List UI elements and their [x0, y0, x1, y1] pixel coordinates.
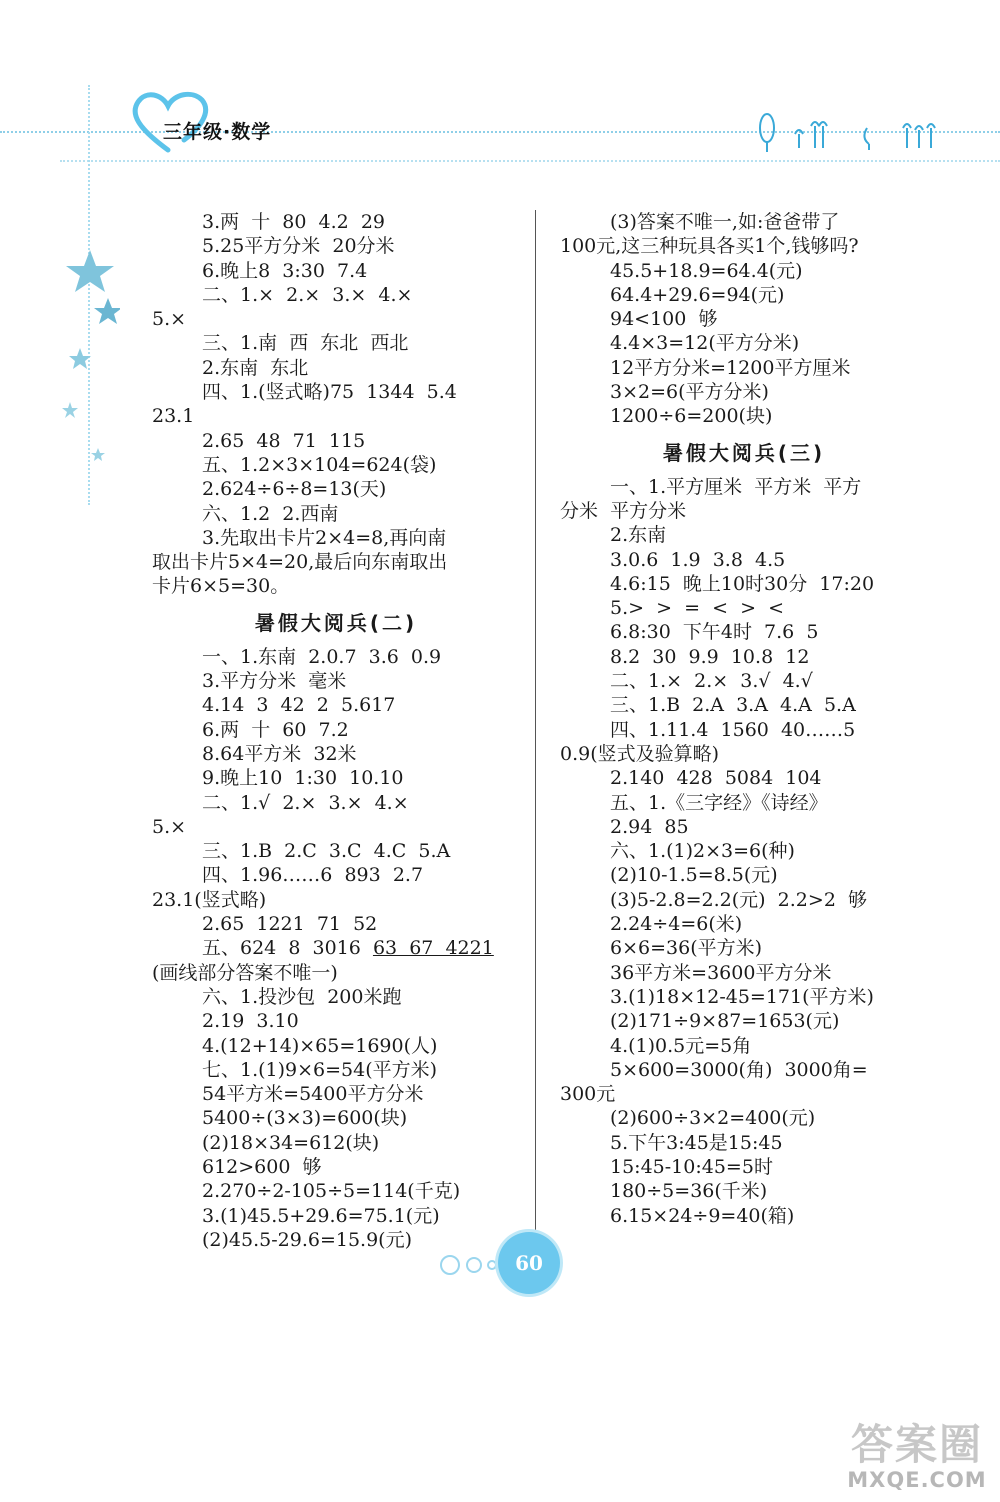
- answer-line: 一、1.平方厘米 平方米 平方: [610, 475, 862, 498]
- answer-line: 3.平方分米 毫米: [202, 670, 347, 693]
- watermark-logo: 答案圈: [850, 1420, 983, 1469]
- page-number: 60: [498, 1232, 560, 1294]
- answer-line: 5.下午3:45是15:45: [610, 1131, 783, 1154]
- answer-line: 2.19 3.10: [202, 1010, 299, 1033]
- answer-line: 分米 平方分米: [560, 499, 687, 522]
- answer-line: 2.270÷2-105÷5=114(千克): [202, 1180, 461, 1203]
- right-column: [560, 210, 928, 1228]
- answer-line: 5.> > = < > <: [610, 597, 785, 620]
- answer-line: 6.两 十 60 7.2: [202, 718, 349, 741]
- answer-line: 六、1.2 2.西南: [202, 502, 339, 525]
- answer-line: (2)171÷9×87=1653(元): [610, 1010, 840, 1033]
- answer-line: 1200÷6=200(块): [610, 405, 773, 428]
- bubble-icon: [438, 1250, 498, 1280]
- answer-line: 三、1.B 2.A 3.A 4.A 5.A: [610, 694, 856, 717]
- watermark: [842, 1422, 992, 1492]
- answer-line: 100元,这三种玩具各买1个,钱够吗?: [560, 235, 859, 258]
- answer-line: 612>600 够: [202, 1155, 322, 1178]
- answer-line: 3×2=6(平方分米): [610, 381, 769, 404]
- answer-line: 五、1.《三字经》《诗经》: [610, 791, 828, 814]
- answer-line-underlined: [152, 936, 520, 960]
- column-divider: [535, 210, 536, 1270]
- answer-line: (2)18×34=612(块): [202, 1131, 380, 1154]
- answer-line: 0.9(竖式及验算略): [560, 742, 720, 765]
- answer-line: 5×600=3000(角) 3000角=: [610, 1058, 868, 1081]
- answer-line: 5.×: [152, 308, 187, 331]
- answer-line: 七、1.(1)9×6=54(平方米): [202, 1058, 438, 1081]
- answer-line: 12平方分米=1200平方厘米: [610, 356, 851, 379]
- answer-line: 4.6:15 晚上10时30分 17:20: [610, 572, 875, 595]
- answer-line: 2.140 428 5084 104: [610, 767, 822, 790]
- answer-line: 六、1.投沙包 200米跑: [202, 985, 402, 1008]
- answer-line: 2.65 1221 71 52: [202, 913, 378, 936]
- answer-line: 三、1.南 西 东北 西北: [202, 332, 409, 355]
- answer-line: 四、1.11.4 1560 40……5: [610, 718, 856, 741]
- answer-line: 四、1.96……6 893 2.7: [202, 864, 424, 887]
- header-dotted-line-2: [60, 160, 1000, 162]
- answer-line: 3.两 十 80 4.2 29: [202, 211, 386, 233]
- answer-line: 2.东南 东北: [202, 356, 309, 379]
- answer-line: 二、1.× 2.× 3.√ 4.√: [610, 670, 813, 693]
- answer-line: 2.624÷6÷8=13(天): [202, 478, 387, 501]
- answer-line: 5.×: [152, 815, 187, 838]
- answer-line: 6.15×24÷9=40(箱): [610, 1204, 795, 1227]
- answer-line: (2)45.5-29.6=15.9(元): [202, 1228, 412, 1251]
- answer-line: 5.25平方分米 20分米: [202, 235, 395, 258]
- watermark-url: MXQE.COM: [847, 1468, 987, 1492]
- answer-line: 4.4×3=12(平方分米): [610, 332, 800, 355]
- answer-text: 五、624 8 3016: [202, 937, 373, 960]
- answer-line: 45.5+18.9=64.4(元): [610, 259, 803, 282]
- answer-line: (3)答案不唯一,如:爸爸带了: [610, 211, 840, 233]
- answer-line: 23.1: [152, 405, 195, 428]
- answer-line: 2.24÷4=6(米): [610, 913, 743, 936]
- answer-line: 三、1.B 2.C 3.C 4.C 5.A: [202, 840, 451, 863]
- answer-line: 一、1.东南 2.0.7 3.6 0.9: [202, 645, 442, 668]
- flower-icon: [755, 108, 945, 153]
- answer-note: (画线部分答案不唯一): [152, 961, 338, 984]
- answer-line: 8.64平方米 32米: [202, 742, 357, 765]
- answer-line: 2.65 48 71 115: [202, 429, 366, 452]
- book-title: 三年级·数学: [163, 121, 272, 143]
- answer-line: 6×6=36(平方米): [610, 937, 763, 960]
- answer-line: 36平方米=3600平方分米: [610, 961, 832, 984]
- section-title: 暑假大阅兵(三): [662, 440, 826, 465]
- answer-line: 3.0.6 1.9 3.8 4.5: [610, 548, 786, 571]
- left-column: [152, 210, 520, 1252]
- answer-line: 六、1.(1)2×3=6(种): [610, 840, 795, 863]
- answer-line: 180÷5=36(千米): [610, 1180, 768, 1203]
- answer-line: 15:45-10:45=5时: [610, 1155, 773, 1178]
- answer-line: 四、1.(竖式略)75 1344 5.4: [202, 381, 457, 404]
- answer-line: 8.2 30 9.9 10.8 12: [610, 645, 810, 668]
- underlined-answer: 63 67 4221: [372, 937, 494, 960]
- section-title: 暑假大阅兵(二): [254, 610, 418, 635]
- star-icon: [60, 250, 120, 470]
- answer-line: 64.4+29.6=94(元): [610, 283, 785, 306]
- answer-line: 2.94 85: [610, 815, 689, 838]
- answer-line: (2)600÷3×2=400(元): [610, 1107, 816, 1130]
- answer-line: 4.(12+14)×65=1690(人): [202, 1034, 438, 1057]
- answer-line: 二、1.× 2.× 3.× 4.×: [202, 283, 413, 306]
- answer-line: 4.14 3 42 2 5.617: [202, 694, 396, 717]
- answer-line: 54平方米=5400平方分米: [202, 1083, 424, 1106]
- answer-line: 2.东南: [610, 524, 667, 547]
- answer-line: 3.(1)18×12-45=171(平方米): [610, 985, 874, 1008]
- answer-line: 二、1.√ 2.× 3.× 4.×: [202, 791, 409, 814]
- answer-line: 卡片6×5=30。: [152, 575, 290, 598]
- answer-line: 94<100 够: [610, 308, 718, 331]
- answer-line: 3.(1)45.5+29.6=75.1(元): [202, 1204, 440, 1227]
- answer-line: (2)10-1.5=8.5(元): [610, 864, 778, 887]
- answer-line: 5400÷(3×3)=600(块): [202, 1107, 408, 1130]
- answer-line: 4.(1)0.5元=5角: [610, 1034, 752, 1057]
- answer-line: 3.先取出卡片2×4=8,再向南: [202, 526, 447, 549]
- answer-line: 23.1(竖式略): [152, 888, 267, 911]
- answer-line: (3)5-2.8=2.2(元) 2.2>2 够: [610, 888, 867, 911]
- answer-line: 6.晚上8 3:30 7.4: [202, 259, 368, 282]
- answer-line: 9.晚上10 1:30 10.10: [202, 767, 404, 790]
- answer-line: 取出卡片5×4=20,最后向东南取出: [152, 551, 448, 574]
- answer-line: 6.8:30 下午4时 7.6 5: [610, 621, 819, 644]
- answer-line: 300元: [560, 1083, 616, 1106]
- answer-line: 五、1.2×3×104=624(袋): [202, 453, 437, 476]
